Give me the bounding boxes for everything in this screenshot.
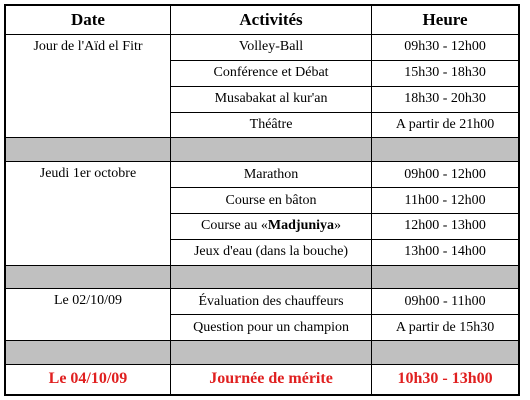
table-row <box>6 289 519 315</box>
schedule-table <box>5 5 519 395</box>
time-cell: 09h00 - 11h00 <box>372 289 519 315</box>
final-activity: Journée de mérite <box>170 364 371 394</box>
time-cell: 12h00 - 13h00 <box>372 213 519 239</box>
separator-row <box>6 265 519 289</box>
activity-prefix: Course au « <box>201 218 268 234</box>
activity-cell <box>170 213 371 239</box>
final-date: Le 04/10/09 <box>6 364 171 394</box>
separator-row <box>6 138 519 162</box>
separator-row <box>6 341 519 365</box>
activity-cell: Volley-Ball <box>170 35 371 61</box>
time-cell: 18h30 - 20h30 <box>372 86 519 112</box>
header-row <box>6 6 519 35</box>
activity-cell: Musabakat al kur'an <box>170 86 371 112</box>
table-row <box>6 162 519 188</box>
table-row <box>6 35 519 61</box>
date-cell: Le 02/10/09 <box>6 289 171 341</box>
activity-cell: Théâtre <box>170 112 371 138</box>
activity-cell: Jeux d'eau (dans la bouche) <box>170 239 371 265</box>
schedule-table-frame <box>4 4 520 396</box>
date-cell: Jour de l'Aïd el Fitr <box>6 35 171 138</box>
header-date: Date <box>6 6 171 35</box>
time-cell: A partir de 15h30 <box>372 315 519 341</box>
activity-cell: Course en bâton <box>170 188 371 214</box>
activity-suffix: » <box>334 218 342 234</box>
activity-cell: Évaluation des chauffeurs <box>170 289 371 315</box>
activity-cell: Conférence et Débat <box>170 60 371 86</box>
final-row <box>6 364 519 394</box>
time-cell: 13h00 - 14h00 <box>372 239 519 265</box>
time-cell: 11h00 - 12h00 <box>372 188 519 214</box>
activity-cell: Question pour un champion <box>170 315 371 341</box>
time-cell: A partir de 21h00 <box>372 112 519 138</box>
activity-cell: Marathon <box>170 162 371 188</box>
final-time: 10h30 - 13h00 <box>372 364 519 394</box>
time-cell: 15h30 - 18h30 <box>372 60 519 86</box>
time-cell: 09h30 - 12h00 <box>372 35 519 61</box>
header-activities: Activités <box>170 6 371 35</box>
date-cell: Jeudi 1er octobre <box>6 162 171 265</box>
time-cell: 09h00 - 12h00 <box>372 162 519 188</box>
header-time: Heure <box>372 6 519 35</box>
activity-bold: Madjuniya <box>267 218 335 234</box>
